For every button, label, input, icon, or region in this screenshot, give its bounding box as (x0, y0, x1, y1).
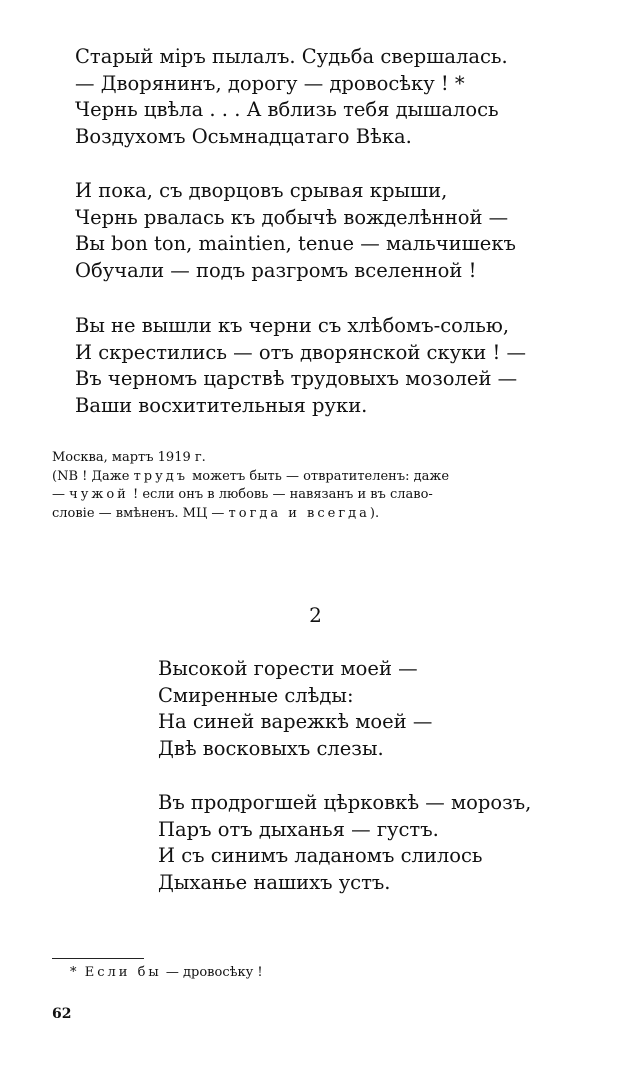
verse-line: Чернь цвѣла . . . А вблизь тебя дышалось (75, 98, 499, 121)
poem2-stanza-1 (158, 656, 432, 762)
verse-line: И съ синимъ ладаномъ слилось (158, 844, 483, 867)
verse-line: Двѣ восковыхъ слезы. (158, 736, 384, 760)
note-emphasis: тогда и всегда (228, 505, 370, 521)
verse-line: — Дворянинъ, дорогу — дровосѣку ! * (75, 71, 465, 95)
note-line (52, 468, 582, 487)
verse-line: Смиренные слѣды: (158, 683, 354, 707)
footnote-divider (52, 958, 144, 959)
verse-line: Высокой горести моей — (158, 657, 418, 680)
note-text: словіе — вмѣненъ. МЦ — (52, 505, 229, 521)
footnote-text: — дровосѣку ! (161, 965, 263, 980)
note-emphasis: трудъ (133, 468, 189, 484)
footnote (70, 964, 263, 982)
section-number: 2 (309, 603, 322, 627)
note-line (52, 505, 582, 524)
verse-line: Старый міръ пылалъ. Судьба свершалась. (75, 45, 508, 68)
note-text: можетъ быть — отвратителенъ: даже (188, 468, 450, 484)
verse-line: Вы не вышли къ черни съ хлѣбомъ-солью, (75, 314, 510, 337)
note-text: ! если онъ в любовь — навязанъ и въ славо- (128, 487, 433, 502)
verse-line: И пока, съ дворцовъ срывая крыши, (75, 179, 448, 202)
verse-line: Ваши восхитительныя руки. (75, 393, 368, 417)
poem1-stanza-3 (75, 313, 526, 419)
poem2-stanza-2 (158, 790, 531, 896)
verse-line: Дыханье нашихъ устъ. (158, 870, 391, 894)
verse-line: И скрестились — отъ дворянской скуки ! — (75, 340, 527, 364)
verse-line: Въ черномъ царствѣ трудовыхъ мозолей — (75, 367, 518, 390)
verse-line: Вы bon ton, maintien, tenue — мальчишекъ (75, 232, 516, 255)
verse-line: Въ продрогшей цѣрковкѣ — морозъ, (158, 791, 532, 814)
verse-line: Паръ отъ дыханья — густъ. (158, 817, 439, 841)
note-line (52, 486, 582, 505)
note-text: (NB ! Даже (52, 468, 134, 484)
verse-line: Чернь рвалась къ добычѣ вожделѣнной — (75, 205, 509, 229)
page-number: 62 (52, 1006, 72, 1022)
poem1-stanza-2 (75, 178, 516, 284)
poem1-stanza-1 (75, 44, 508, 150)
footnote-marker: * (70, 965, 77, 980)
verse-line: На синей варежкѣ моей — (158, 710, 433, 733)
footnote-emphasis: Если бы (84, 965, 162, 980)
note-emphasis: чужой (69, 487, 129, 502)
author-note (52, 449, 582, 523)
verse-line: Обучали — подъ разгромъ вселенной ! (75, 258, 477, 282)
dateline: Москва, мартъ 1919 г. (52, 450, 206, 465)
note-text: — (52, 487, 70, 502)
note-text: ). (369, 505, 380, 521)
verse-line: Воздухомъ Осьмнадцатаго Вѣка. (75, 124, 412, 148)
